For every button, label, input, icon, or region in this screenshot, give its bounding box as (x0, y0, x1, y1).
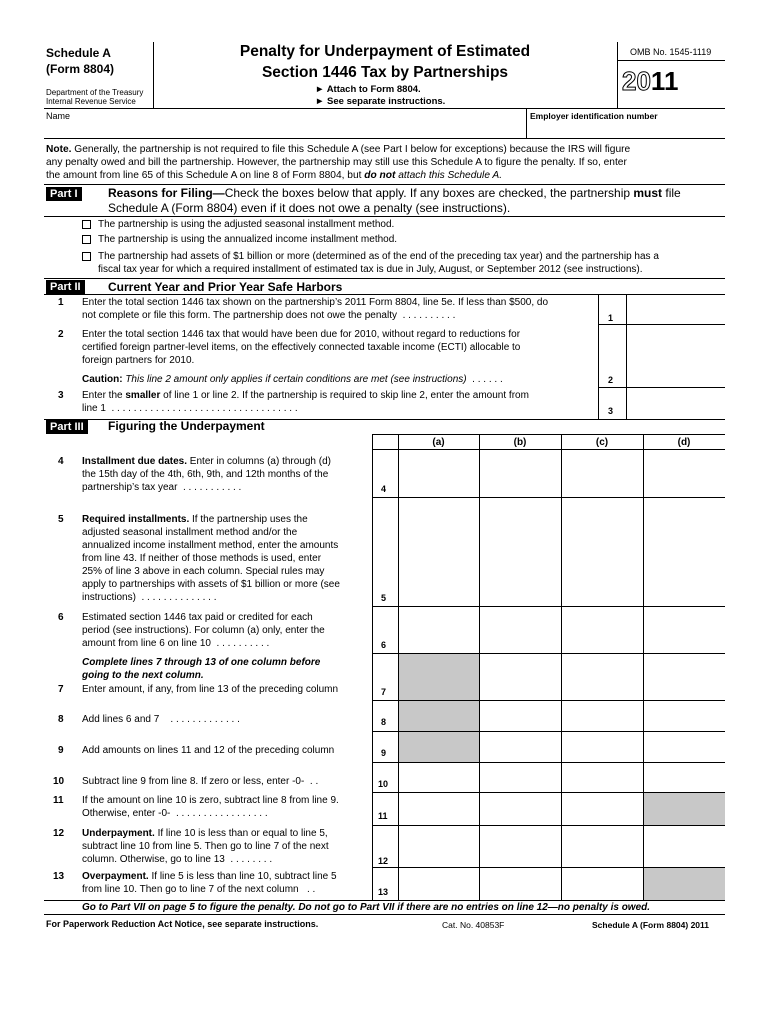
part1-label: Part I (46, 187, 82, 201)
line1-text-b: not complete or file this form. The partnership does not owe the penalty . . . . . . . . . . (82, 310, 456, 321)
complete-instruction-b: going to the next column. (82, 670, 204, 681)
line3-box-label: 3 (608, 406, 614, 416)
column-d-header: (d) (677, 437, 691, 448)
check1-label: The partnership is using the adjusted seasonal installment method. (98, 219, 395, 230)
part2-label: Part II (46, 280, 85, 294)
form-footer-id: Schedule A (Form 8804) 2011 (592, 920, 710, 930)
shade-a-8 (399, 700, 479, 731)
line5-text-b: adjusted seasonal installment method and/or the (82, 527, 298, 538)
check3-label-line1: The partnership had assets of $1 billion or more (determined as of the end of the preceding tax year) and the partnership has a (98, 251, 659, 262)
name-field[interactable] (80, 110, 526, 138)
line6-number: 6 (58, 612, 64, 623)
line10-number: 10 (53, 776, 65, 787)
line5-number: 5 (58, 514, 64, 525)
line3-number: 3 (58, 390, 64, 401)
line9-box-label: 9 (381, 748, 387, 758)
line5-text-d: from line 43. If neither of those methods is used, enter (82, 553, 322, 564)
complete-instruction-a: Complete lines 7 through 13 of one column before (82, 657, 321, 668)
line6-text-a: Estimated section 1446 tax paid or credited for each (82, 612, 313, 623)
line12-text-c: column. Otherwise, go to line 13 . . . . . . . . (82, 854, 273, 865)
line2-text-c: foreign partners for 2010. (82, 355, 195, 366)
goto-part7-note: Go to Part VII on page 5 to figure the penalty. Do not go to Part VII if there are no entries on line 12—no penalty is owed. (82, 902, 651, 913)
column-b-header: (b) (513, 437, 527, 448)
line4-text-c: partnership’s tax year . . . . . . . . . . . (82, 482, 242, 493)
line7-text: Enter amount, if any, from line 13 of the preceding column (82, 684, 339, 695)
line13-text-b: from line 10. Then go to line 7 of the next column . . (82, 884, 316, 895)
ein-label: Employer identification number (530, 111, 658, 121)
line4-number: 4 (58, 456, 64, 467)
column-c-header: (c) (595, 437, 609, 448)
line3-text-b: line 1 . . . . . . . . . . . . . . . . . . . . . . . . . . . . . . . . . . (82, 403, 298, 414)
line6-box-label: 6 (381, 640, 387, 650)
line11-text-a: If the amount on line 10 is zero, subtract line 8 from line 9. (82, 795, 339, 806)
line13-box-label: 13 (378, 887, 389, 897)
line11-box-label: 11 (378, 811, 388, 821)
name-label: Name (46, 111, 71, 121)
note-line2: any penalty owed and bill the partnership. However, the partnership may still use this Schedule A to figure the penalty. If so, enter (46, 157, 627, 168)
line4-text-a: Installment due dates. Enter in columns (a) through (d) (82, 456, 331, 467)
line10-box-label: 10 (378, 779, 389, 789)
ein-field[interactable] (528, 122, 724, 138)
line1-amount-field[interactable] (627, 296, 724, 324)
line2-box-label: 2 (608, 375, 614, 385)
shade-d-11 (644, 792, 725, 825)
line4-col-d-field[interactable] (644, 450, 725, 497)
line5-text-c: annualized income installment method, enter the amounts (82, 540, 339, 551)
checkbox-billion-assets[interactable] (82, 252, 91, 261)
line8-box-label: 8 (381, 717, 387, 727)
line5-text-e: 25% of line 3 above in each column. Special rules may (82, 566, 325, 577)
checkbox-annualized-income[interactable] (82, 235, 91, 244)
line4-col-a-field[interactable] (399, 450, 479, 497)
line2-text-b: certified foreign partner-level items, on the effectively connected taxable income (ECTI) allocable to (82, 342, 521, 353)
line5-text-a: Required installments. If the partnership uses the (82, 514, 308, 525)
tax-year: 2011 (622, 66, 679, 96)
paperwork-notice: For Paperwork Reduction Act Notice, see separate instructions. (46, 919, 319, 929)
line2-caution: Caution: This line 2 amount only applies if certain conditions are met (see instructions) . . . . . . (82, 374, 503, 385)
line4-box-label: 4 (381, 484, 387, 494)
line4-col-c-field[interactable] (562, 450, 643, 497)
form-title-line2: Section 1446 Tax by Partnerships (261, 64, 509, 81)
part1-title-line2: Schedule A (Form 8804) even if it does not owe a penalty (see instructions). (108, 201, 511, 215)
attach-instruction: ► Attach to Form 8804. (315, 84, 421, 95)
line13-text-a: Overpayment. If line 5 is less than line 10, subtract line 5 (82, 871, 337, 882)
line10-text: Subtract line 9 from line 8. If zero or less, enter -0- . . (82, 776, 319, 787)
line7-box-label: 7 (381, 687, 387, 697)
line2-text-a: Enter the total section 1446 tax that would have been due for 2010, without regard to reductions for (82, 329, 521, 340)
schedule-label: Schedule A (46, 46, 111, 60)
line3-amount-field[interactable] (627, 388, 724, 418)
line8-number: 8 (58, 714, 64, 725)
part3-title: Figuring the Underpayment (108, 419, 265, 433)
line12-number: 12 (53, 828, 65, 839)
line6-text-c: amount from line 6 on line 10 . . . . . . . . . . (82, 638, 270, 649)
form-title-line1: Penalty for Underpayment of Estimated (239, 43, 531, 60)
shade-d-13 (644, 867, 725, 900)
line12-text-b: subtract line 10 from line 5. Then go to line 7 of the next (82, 841, 329, 852)
part2-title: Current Year and Prior Year Safe Harbors (108, 280, 343, 294)
line5-box-label: 5 (381, 593, 387, 603)
line2-number: 2 (58, 329, 64, 340)
part3-label: Part III (46, 420, 88, 434)
line2-amount-field[interactable] (627, 326, 724, 386)
part1-title: Reasons for Filing—Check the boxes below that apply. If any boxes are checked, the partnership must file (108, 186, 681, 200)
note-line3: the amount from line 65 of this Schedule A on line 8 of Form 8804, but do not attach this Schedule A. (46, 170, 503, 181)
catalog-number: Cat. No. 40853F (442, 920, 505, 930)
line8-text: Add lines 6 and 7 . . . . . . . . . . . . . (82, 714, 240, 725)
line11-text-b: Otherwise, enter -0- . . . . . . . . . . . . . . . . . (82, 808, 268, 819)
omb-number: OMB No. 1545-1119 (630, 47, 712, 57)
line12-text-a: Underpayment. If line 10 is less than or equal to line 5, (82, 828, 328, 839)
shade-a-7 (399, 653, 479, 700)
checkbox-adjusted-seasonal[interactable] (82, 220, 91, 229)
line1-text: Enter the total section 1446 tax shown on the partnership’s 2011 Form 8804, line 5e. If less than $500, do (82, 297, 549, 308)
line6-text-b: period (see instructions). For column (a) only, enter the (82, 625, 325, 636)
line7-number: 7 (58, 684, 64, 695)
line1-box-label: 1 (608, 313, 614, 323)
line11-number: 11 (53, 795, 64, 806)
line13-number: 13 (53, 871, 65, 882)
form-number: (Form 8804) (46, 62, 115, 76)
check3-label-line2: fiscal tax year for which a required installment of estimated tax is due in July, August, or September 2012 (see instructions). (98, 264, 643, 275)
line4-col-b-field[interactable] (480, 450, 561, 497)
line9-text: Add amounts on lines 11 and 12 of the preceding column (82, 745, 335, 756)
line4-text-b: the 15th day of the 4th, 6th, 9th, and 12th months of the (82, 469, 329, 480)
check2-label: The partnership is using the annualized income installment method. (98, 234, 398, 245)
note-line1: Note. Generally, the partnership is not required to file this Schedule A (see Part I below for exceptions) because the IRS will figure (46, 144, 631, 155)
see-instructions: ► See separate instructions. (315, 96, 446, 107)
line12-box-label: 12 (378, 856, 389, 866)
department: Department of the Treasury (46, 88, 144, 97)
line3-text-a: Enter the smaller of line 1 or line 2. If the partnership is required to skip line 2, enter the amount from (82, 390, 529, 401)
column-a-header: (a) (432, 437, 445, 448)
irs-label: Internal Revenue Service (46, 97, 136, 106)
line1-number: 1 (58, 297, 64, 308)
line5-text-g: instructions) . . . . . . . . . . . . . . (82, 592, 217, 603)
shade-a-9 (399, 731, 479, 762)
line9-number: 9 (58, 745, 64, 756)
line5-text-f: apply to partnerships with assets of $1 billion or more (see (82, 579, 340, 590)
